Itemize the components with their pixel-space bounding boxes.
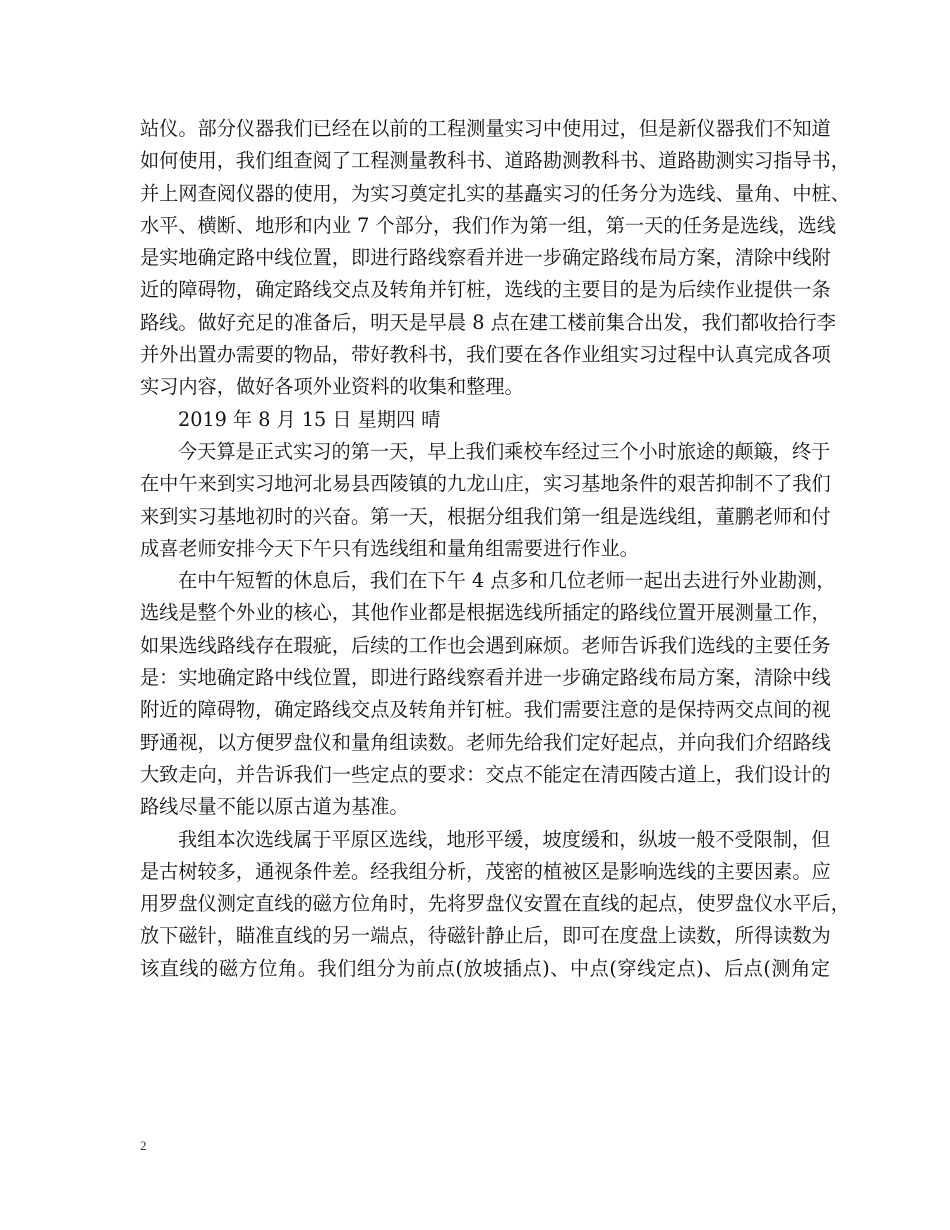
text-line: 是：实地确定路中线位置，即进行路线察看并进一步确定路线布局方案，清除中线 bbox=[140, 666, 831, 690]
text-line: 并上网查阅仪器的使用，为实习奠定扎实的基矗实习的任务分为选线、量角、中桩、 bbox=[140, 181, 850, 205]
text-line: 2019 年 8 月 15 日 星期四 晴 bbox=[178, 407, 441, 431]
text-line: 在中午短暂的休息后，我们在下午 4 点多和几位老师一起出去进行外业勘测， bbox=[178, 569, 836, 593]
page-number: 2 bbox=[140, 1138, 147, 1153]
text-line: 水平、横断、地形和内业 7 个部分，我们作为第一组，第一天的任务是选线，选线 bbox=[140, 213, 836, 237]
text-line: 该直线的磁方位角。我们组分为前点(放坡插点)、中点(穿线定点)、后点(测角定 bbox=[140, 956, 830, 980]
text-line: 路线尽量不能以原古道为基准。 bbox=[140, 795, 409, 819]
text-line: 附近的障碍物，确定路线交点及转角并钉桩。我们需要注意的是保持两交点间的视 bbox=[140, 698, 831, 722]
text-line: 站仪。部分仪器我们已经在以前的工程测量实习中使用过，但是新仪器我们不知道 bbox=[140, 117, 831, 140]
text-line: 成喜老师安排今天下午只有选线组和量角组需要进行作业。 bbox=[140, 536, 639, 560]
text-line: 大致走向，并告诉我们一些定点的要求：交点不能定在清西陵古道上，我们设计的 bbox=[140, 762, 831, 786]
text-line: 是实地确定路中线位置，即进行路线察看并进一步确定路线布局方案，清除中线附 bbox=[140, 246, 831, 270]
text-line: 并外出置办需要的物品，带好教科书，我们要在各作业组实习过程中认真完成各项 bbox=[140, 343, 831, 367]
text-line: 今天算是正式实习的第一天，早上我们乘校车经过三个小时旅途的颠簸，终于 bbox=[178, 439, 831, 463]
text-line: 野通视，以方便罗盘仪和量角组读数。老师先给我们定好起点，并向我们介绍路线 bbox=[140, 730, 831, 754]
text-line: 如果选线路线存在瑕疵，后续的工作也会遇到麻烦。老师告诉我们选线的主要任务 bbox=[140, 633, 831, 657]
text-line: 用罗盘仪测定直线的磁方位角时，先将罗盘仪安置在直线的起点，使罗盘仪水平后， bbox=[140, 892, 850, 916]
body-text bbox=[140, 113, 850, 985]
text-line: 近的障碍物，确定路线交点及转角并钉桩，选线的主要目的是为后续作业提供一条 bbox=[140, 278, 831, 302]
text-line: 实习内容，做好各项外业资料的收集和整理。 bbox=[140, 375, 524, 399]
text-line: 选线是整个外业的核心，其他作业都是根据选线所插定的路线位置开展测量工作， bbox=[140, 601, 831, 625]
text-line: 放下磁针，瞄准直线的另一端点，待磁针静止后，即可在度盘上读数，所得读数为 bbox=[140, 924, 831, 948]
text-line: 路线。做好充足的准备后，明天是早晨 8 点在建工楼前集合出发，我们都收拾行李 bbox=[140, 310, 836, 334]
text-line: 如何使用，我们组查阅了工程测量教科书、道路勘测教科书、道路勘测实习指导书， bbox=[140, 149, 850, 173]
text-line: 我组本次选线属于平原区选线，地形平缓，坡度缓和，纵坡一般不受限制，但 bbox=[178, 827, 831, 851]
text-line: 来到实习基地初时的兴奋。第一天，根据分组我们第一组是选线组，董鹏老师和付 bbox=[140, 504, 831, 528]
text-line: 在中午来到实习地河北易县西陵镇的九龙山庄，实习基地条件的艰苦抑制不了我们 bbox=[140, 472, 831, 496]
text-line: 是古树较多，通视条件差。经我组分析，茂密的植被区是影响选线的主要因素。应 bbox=[140, 859, 831, 883]
